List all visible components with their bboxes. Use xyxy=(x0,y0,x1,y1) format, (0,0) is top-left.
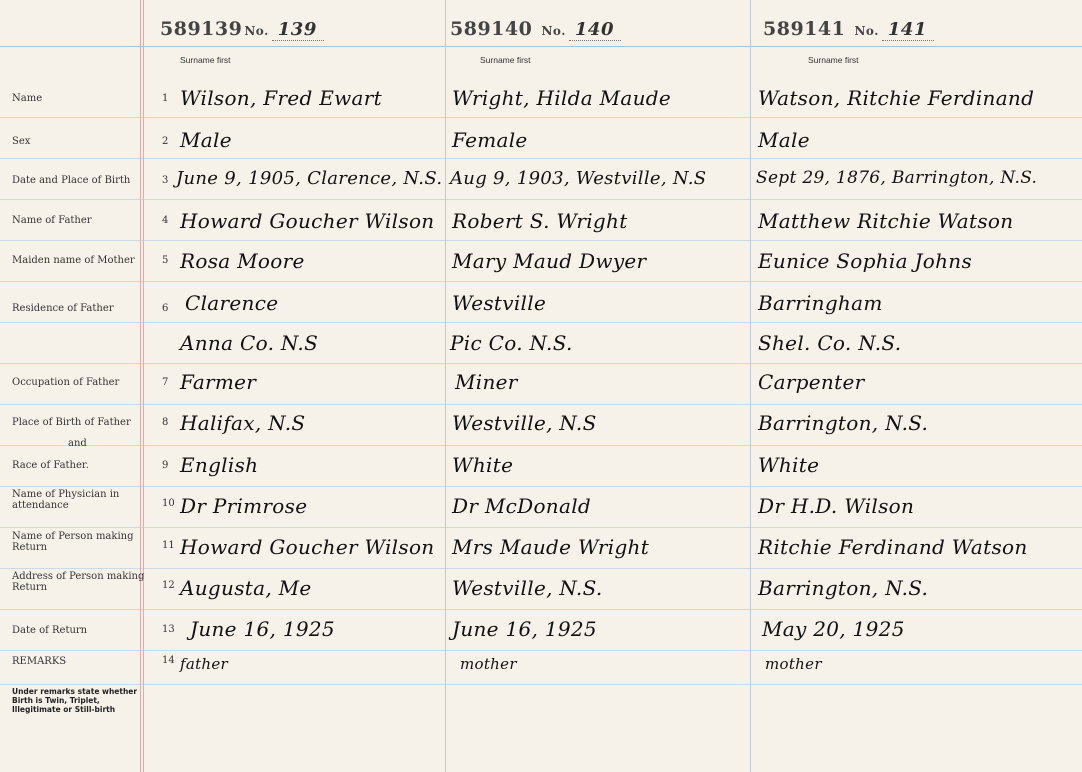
registration-number: 589141 No. 141 xyxy=(763,18,934,41)
entry-remark: mother xyxy=(765,655,822,673)
entry-mother: Rosa Moore xyxy=(180,249,305,273)
entry-sex: Male xyxy=(758,128,810,152)
entry-date-return: May 20, 1925 xyxy=(762,617,905,641)
column-divider xyxy=(445,0,446,772)
row-number: 9 xyxy=(162,460,169,471)
entry-occupation: Miner xyxy=(455,370,518,394)
entry-birth: Sept 29, 1876, Barrington, N.S. xyxy=(756,168,1038,188)
label-race: Race of Father. xyxy=(12,460,89,471)
row-number: 4 xyxy=(162,215,169,226)
entry-address: Barrington, N.S. xyxy=(758,576,929,600)
ruled-line xyxy=(0,199,1082,200)
ruled-line xyxy=(0,158,1082,159)
surname-first-label: Surname first xyxy=(480,55,531,65)
ruled-line xyxy=(0,650,1082,651)
row-number: 3 xyxy=(162,175,169,186)
remarks-note: Under remarks state whether Birth is Twin, Triplet, Illegitimate or Still-birth xyxy=(12,687,138,714)
entry-mother: Mary Maud Dwyer xyxy=(452,249,647,273)
entry-returner: Howard Goucher Wilson xyxy=(180,535,435,559)
entry-county: Shel. Co. N.S. xyxy=(758,331,902,355)
ruled-line xyxy=(0,527,1082,528)
entry-physician: Dr Primrose xyxy=(180,494,308,518)
entry-date-return: June 16, 1925 xyxy=(452,617,597,641)
row-number: 5 xyxy=(162,255,169,266)
entry-address: Westville, N.S. xyxy=(452,576,603,600)
ruled-line xyxy=(0,684,1082,685)
entry-sex: Male xyxy=(180,128,232,152)
entry-physician: Dr McDonald xyxy=(452,494,592,518)
label-returner: Name of Person making Return xyxy=(12,531,134,553)
surname-first-label: Surname first xyxy=(808,55,859,65)
column-divider xyxy=(140,0,141,772)
entry-birth-father: Barrington, N.S. xyxy=(758,411,929,435)
label-date-return: Date of Return xyxy=(12,625,88,636)
entry-occupation: Farmer xyxy=(180,370,257,394)
label-and: and xyxy=(68,438,87,449)
row-number: 12 xyxy=(162,580,175,591)
entry-father: Robert S. Wright xyxy=(452,209,628,233)
entry-returner: Ritchie Ferdinand Watson xyxy=(758,535,1028,559)
header-rule xyxy=(0,46,1082,47)
label-name: Name xyxy=(12,93,43,104)
row-number: 11 xyxy=(162,540,175,551)
entry-mother: Eunice Sophia Johns xyxy=(758,249,973,273)
row-number: 2 xyxy=(162,136,169,147)
registration-number: 589139 No. 139 xyxy=(160,18,324,41)
row-number: 1 xyxy=(162,93,169,104)
ruled-line xyxy=(0,117,1082,118)
entry-sex: Female xyxy=(452,128,528,152)
entry-name: Watson, Ritchie Ferdinand xyxy=(758,86,1035,110)
row-number: 13 xyxy=(162,624,175,635)
entry-father: Matthew Ritchie Watson xyxy=(758,209,1014,233)
entry-name: Wright, Hilda Maude xyxy=(452,86,671,110)
ruled-line xyxy=(0,322,1082,323)
label-birth-father: Place of Birth of Father xyxy=(12,417,131,428)
entry-residence: Westville xyxy=(452,291,547,315)
label-physician: Name of Physician in attendance xyxy=(12,489,120,511)
entry-father: Howard Goucher Wilson xyxy=(180,209,435,233)
label-sex: Sex xyxy=(12,136,31,147)
column-divider xyxy=(750,0,751,772)
ruled-line xyxy=(0,486,1082,487)
row-number: 6 xyxy=(162,303,169,314)
entry-residence: Barringham xyxy=(758,291,883,315)
ruled-line xyxy=(0,240,1082,241)
column-divider xyxy=(143,0,144,772)
entry-occupation: Carpenter xyxy=(758,370,865,394)
label-birth: Date and Place of Birth xyxy=(12,175,131,186)
entry-county: Anna Co. N.S xyxy=(180,331,319,355)
entry-date-return: June 16, 1925 xyxy=(190,617,335,641)
ruled-line xyxy=(0,568,1082,569)
label-residence: Residence of Father xyxy=(12,303,114,314)
surname-first-label: Surname first xyxy=(180,55,231,65)
row-number: 10 xyxy=(162,498,175,509)
ruled-line xyxy=(0,445,1082,446)
ruled-line xyxy=(0,363,1082,364)
ruled-line xyxy=(0,281,1082,282)
registration-number: 589140 No. 140 xyxy=(450,18,621,41)
label-address: Address of Person making Return xyxy=(12,571,145,593)
entry-birth-father: Westville, N.S xyxy=(452,411,597,435)
entry-returner: Mrs Maude Wright xyxy=(452,535,650,559)
label-remarks: REMARKS xyxy=(12,656,67,667)
entry-physician: Dr H.D. Wilson xyxy=(758,494,915,518)
label-father: Name of Father xyxy=(12,215,92,226)
entry-name: Wilson, Fred Ewart xyxy=(180,86,382,110)
entry-birth-father: Halifax, N.S xyxy=(180,411,306,435)
entry-birth: June 9, 1905, Clarence, N.S. xyxy=(176,168,443,189)
row-number: 8 xyxy=(162,417,169,428)
entry-race: White xyxy=(758,453,820,477)
entry-race: White xyxy=(452,453,514,477)
row-number: 14 xyxy=(162,655,175,666)
entry-birth: Aug 9, 1903, Westville, N.S xyxy=(450,168,707,189)
label-mother: Maiden name of Mother xyxy=(12,255,135,266)
row-number: 7 xyxy=(162,377,169,388)
entry-remark: father xyxy=(180,655,229,673)
ruled-line xyxy=(0,609,1082,610)
entry-address: Augusta, Me xyxy=(180,576,312,600)
entry-residence: Clarence xyxy=(185,291,279,315)
entry-county: Pic Co. N.S. xyxy=(450,331,573,355)
entry-race: English xyxy=(180,453,259,477)
label-occupation: Occupation of Father xyxy=(12,377,120,388)
ruled-line xyxy=(0,404,1082,405)
entry-remark: mother xyxy=(460,655,517,673)
